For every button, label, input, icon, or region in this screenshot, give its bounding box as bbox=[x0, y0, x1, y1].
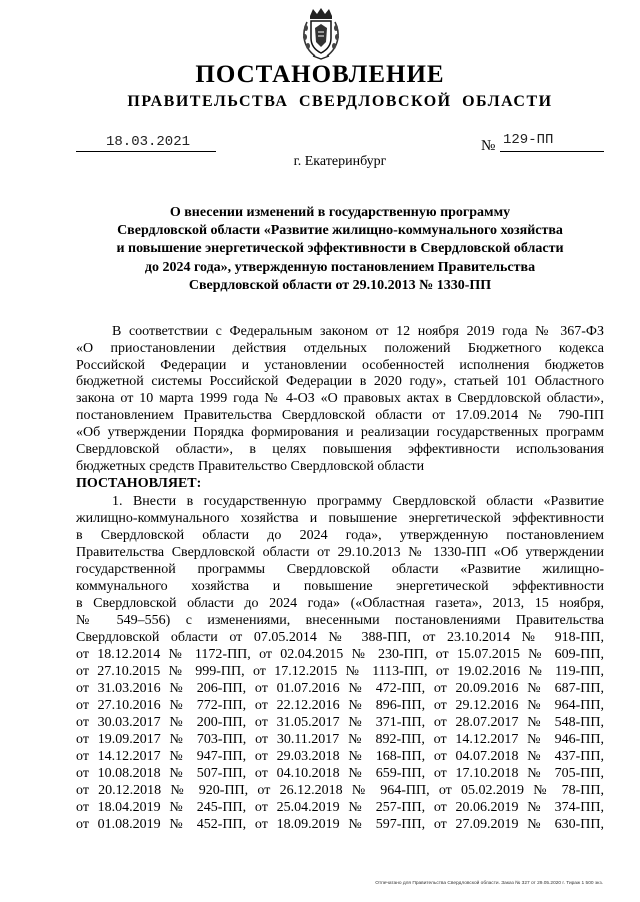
item1-line: от 30.03.2017 № 200-ПП, от 31.05.2017 № 371-ПП, от 28.07.2017 № 548-ПП, bbox=[76, 715, 604, 730]
item1-line: от 10.08.2018 № 507-ПП, от 04.10.2018 № 659-ПП, от 17.10.2018 № 705-ПП, bbox=[76, 766, 604, 781]
coat-of-arms-icon bbox=[301, 6, 341, 60]
item1-line: от 18.12.2014 № 1172-ПП, от 02.04.2015 № 230-ПП, от 15.07.2015 № 609-ПП, bbox=[76, 647, 604, 662]
item1-line: от 19.09.2017 № 703-ПП, от 30.11.2017 № 892-ПП, от 14.12.2017 № 946-ПП, bbox=[76, 732, 604, 747]
preamble-line: постановлением Правительства Свердловской области от 17.09.2014 № 790-ПП bbox=[76, 408, 604, 423]
date-underline bbox=[76, 151, 216, 152]
preamble-line: бюджетной системы Российской Федерации в 2020 году», статьей 101 Областного bbox=[76, 374, 604, 389]
preamble-line: «Об утверждении Порядка формирования и реализации государственных программ bbox=[76, 425, 604, 440]
preamble-line: бюджетных средств Правительство Свердловской области bbox=[76, 459, 425, 474]
item1-line: от 14.12.2017 № 947-ПП, от 29.03.2018 № 168-ПП, от 04.07.2018 № 437-ПП, bbox=[76, 749, 604, 764]
resolves-label: ПОСТАНОВЛЯЕТ: bbox=[76, 476, 202, 491]
item1-line: от 27.10.2016 № 772-ПП, от 22.12.2016 № 896-ПП, от 29.12.2016 № 964-ПП, bbox=[76, 698, 604, 713]
document-subtitle: ПРАВИТЕЛЬСТВА СВЕРДЛОВСКОЙ ОБЛАСТИ bbox=[127, 93, 553, 110]
heading-line: до 2024 года», утвержденную постановлением Правительства bbox=[144, 259, 536, 275]
item1-line: государственной программы Свердловской области «Развитие жилищно- bbox=[76, 562, 604, 577]
document-heading bbox=[76, 204, 604, 295]
preamble-line: Российской Федерации и установлении особенностей исполнения бюджетов bbox=[76, 358, 604, 373]
item1-line: от 27.10.2015 № 999-ПП, от 17.12.2015 № 1113-ПП, от 19.02.2016 № 119-ПП, bbox=[76, 664, 604, 679]
item1-line: от 18.04.2019 № 245-ПП, от 25.04.2019 № 257-ПП, от 20.06.2019 № 374-ПП, bbox=[76, 800, 604, 815]
item1-line: в Свердловской области до 2024 года» («Областная газета», 2013, 15 ноября, bbox=[76, 596, 604, 611]
document-title: ПОСТАНОВЛЕНИЕ bbox=[195, 61, 445, 88]
item1-line: Правительства Свердловской области от 29.10.2013 № 1330-ПП «Об утверждении bbox=[76, 545, 604, 560]
number-sign: № bbox=[481, 138, 496, 154]
item1-line: в Свердловской области до 2024 года», утвержденную постановлением bbox=[76, 528, 604, 543]
number-underline bbox=[500, 151, 604, 152]
item1-line: жилищно-коммунального хозяйства и повышение энергетической эффективности bbox=[76, 511, 604, 526]
print-note: Отпечатано для Правительства Свердловской области. Заказ № 327 от 29.05.2020 г. Тираж 1 500 экз. bbox=[375, 881, 603, 886]
item1-line: № 549–556) с изменениями, внесенными постановлениями Правительства bbox=[76, 613, 604, 628]
document-number: 129-ПП bbox=[503, 132, 554, 148]
preamble-line: «О приостановлении действия отдельных положений Бюджетного кодекса bbox=[76, 341, 604, 356]
item1-line: от 20.12.2018 № 920-ПП, от 26.12.2018 № 964-ПП, от 05.02.2019 № 78-ПП, bbox=[76, 783, 604, 798]
preamble-line: Свердловской области», в целях повышения эффективности использования bbox=[76, 442, 604, 457]
item1-line: 1. Внести в государственную программу Свердловской области «Развитие bbox=[112, 494, 604, 509]
heading-line: и повышение энергетической эффективности в Свердловской области bbox=[116, 241, 564, 257]
preamble-line: закона от 10 марта 1999 года № 4-ОЗ «О правовых актах в Свердловской области», bbox=[76, 391, 604, 406]
heading-line: Свердловской области от 29.10.2013 № 1330-ПП bbox=[188, 277, 492, 293]
item1-line: коммунального хозяйства и повышение энергетической эффективности bbox=[76, 579, 604, 594]
preamble-line: В соответствии с Федеральным законом от 12 ноября 2019 года № 367-ФЗ bbox=[112, 324, 604, 339]
heading-line: Свердловской области «Развитие жилищно-коммунального хозяйства bbox=[117, 223, 563, 239]
item1-line: от 31.03.2016 № 206-ПП, от 01.07.2016 № 472-ПП, от 20.09.2016 № 687-ПП, bbox=[76, 681, 604, 696]
city: г. Екатеринбург bbox=[293, 154, 387, 169]
item1-line: от 01.08.2019 № 452-ПП, от 18.09.2019 № 597-ПП, от 27.09.2019 № 630-ПП, bbox=[76, 817, 604, 832]
item1-line: Свердловской области от 07.05.2014 № 388-ПП, от 23.10.2014 № 918-ПП, bbox=[76, 630, 604, 645]
document-date: 18.03.2021 bbox=[106, 134, 191, 150]
heading-line: О внесении изменений в государственную программу bbox=[169, 205, 511, 220]
